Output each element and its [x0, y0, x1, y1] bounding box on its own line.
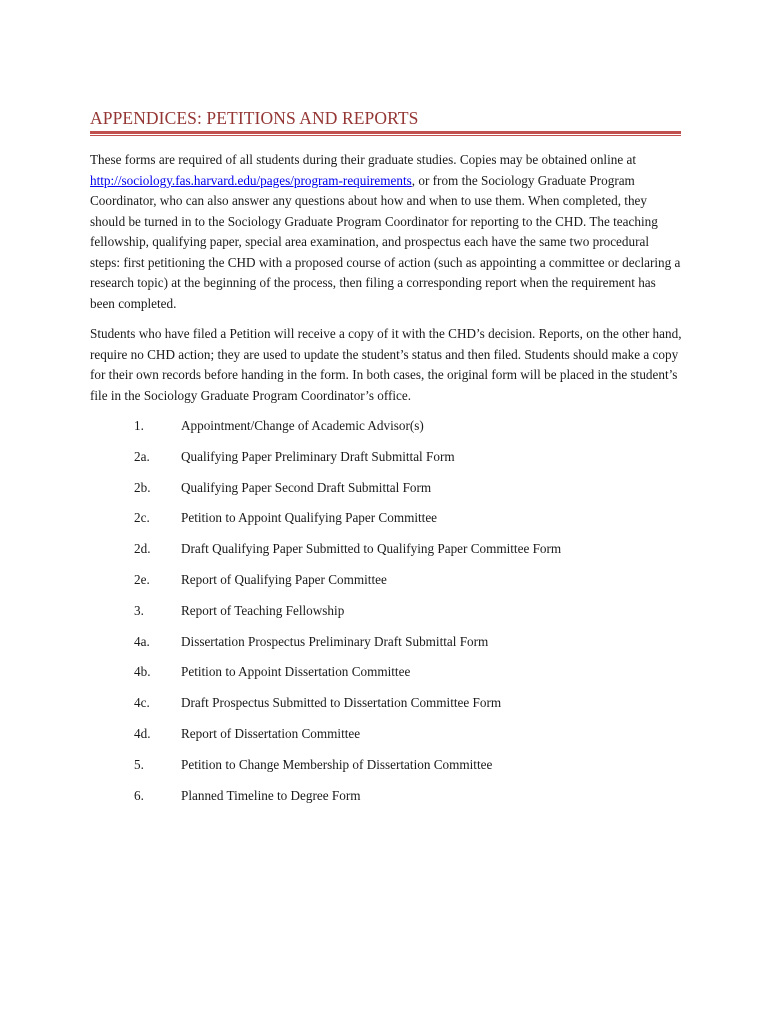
form-title: Report of Qualifying Paper Committee [181, 571, 387, 587]
form-title: Planned Timeline to Degree Form [181, 787, 361, 803]
program-requirements-link[interactable]: http://sociology.fas.harvard.edu/pages/program-requirements [90, 172, 412, 188]
form-title: Report of Dissertation Committee [181, 725, 361, 741]
intro-text-start: These forms are required of all students during their graduate studies. Copies may be obtained online at [90, 152, 637, 167]
petition-paragraph: Students who have filed a Petition will receive a copy of it with the CHD’s decision. Reports, on the other hand, require no CHD action; they are used to update the student’s status and then filed. Students should make a copy for their own records before handing in the form. In both cases, the original form will be placed in the student’s file in the Sociology Graduate Program Coordinator’s office. [90, 326, 682, 403]
form-number: 2d. [134, 541, 151, 557]
form-number: 2c. [134, 510, 150, 526]
form-title: Petition to Appoint Qualifying Paper Committee [181, 510, 438, 526]
form-title: Petition to Appoint Dissertation Committee [181, 664, 411, 680]
form-number: 2a. [134, 448, 150, 464]
form-number: 1. [134, 418, 144, 433]
page-title: APPENDICES: PETITIONS AND REPORTS [90, 108, 419, 128]
form-title: Draft Qualifying Paper Submitted to Qualifying Paper Committee Form [181, 541, 562, 557]
form-number: 2b. [134, 479, 151, 495]
intro-text-end: , or from the Sociology Graduate Program Coordinator, who can also answer any questions about how and when to use them. When completed, they should be turned in to the Sociology Graduate Program Coordinator for reporting to the CHD. The teaching fellowship, qualifying paper, special area examination, and prospectus each have the same two procedural steps: first petitioning the CHD with a proposed course of action (such as appointing a committee or declaring a research topic) at the beginning of the process, then filing a corresponding report when the requirement has been completed. [90, 172, 681, 311]
form-title: Qualifying Paper Second Draft Submittal Form [181, 479, 432, 495]
heading-rule-thin [90, 135, 681, 136]
form-title: Appointment/Change of Academic Advisor(s) [181, 418, 424, 433]
intro-paragraph [90, 150, 682, 314]
form-number: 6. [134, 787, 144, 803]
form-number: 3. [134, 602, 144, 618]
form-title: Dissertation Prospectus Preliminary Draft Submittal Form [181, 633, 489, 649]
form-number: 5. [134, 756, 144, 772]
form-number: 4d. [134, 725, 151, 741]
form-title: Report of Teaching Fellowship [181, 602, 345, 618]
form-number: 2e. [134, 571, 150, 587]
form-title: Qualifying Paper Preliminary Draft Submittal Form [181, 448, 455, 464]
form-title: Petition to Change Membership of Dissertation Committee [181, 756, 493, 772]
form-number: 4a. [134, 633, 150, 649]
form-number: 4c. [134, 695, 150, 711]
form-number: 4b. [134, 664, 151, 680]
heading-rule [90, 131, 681, 134]
form-title: Draft Prospectus Submitted to Dissertation Committee Form [181, 695, 502, 711]
